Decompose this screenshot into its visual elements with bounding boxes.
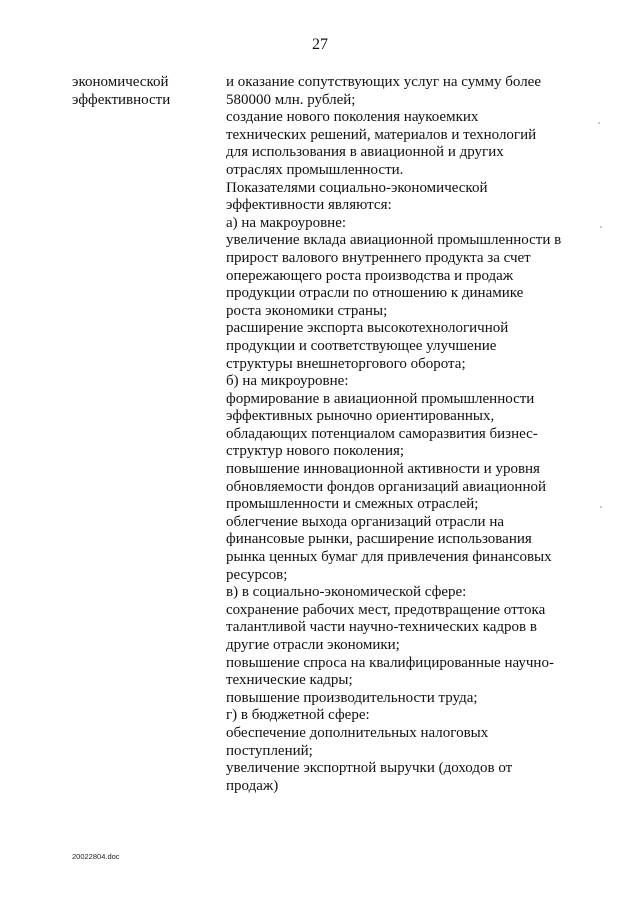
body-line: продукции и соответствующее улучшение: [226, 337, 497, 354]
body-line: отраслях промышленности.: [226, 161, 404, 178]
body-line: расширение экспорта высокотехнологичной: [226, 320, 509, 337]
body-line: эффективных рыночно ориентированных,: [226, 408, 495, 425]
body-line: роста экономики страны;: [226, 302, 388, 319]
body-line: эффективности являются:: [226, 197, 392, 214]
left-label-line: эффективности: [72, 91, 171, 108]
body-line: продукции отрасли по отношению к динамике: [226, 285, 524, 302]
body-line: и оказание сопутствующих услуг на сумму более: [226, 74, 541, 90]
body-line: ресурсов;: [226, 566, 288, 583]
body-line: поступлений;: [226, 742, 313, 759]
body-line: 580000 млн. рублей;: [226, 91, 356, 108]
body-line: повышение инновационной активности и уровня: [226, 461, 540, 478]
body-line: повышение спроса на квалифицированные научно-: [226, 654, 554, 671]
body-line: увеличение вклада авиационной промышленности в: [226, 232, 562, 249]
body-text: [226, 74, 561, 795]
body-line: структур нового поколения;: [226, 443, 405, 460]
body-line: прирост валового внутреннего продукта за счет: [226, 249, 531, 266]
body-line: Показателями социально-экономической: [226, 179, 488, 196]
body-line: формирование в авиационной промышленности: [226, 390, 535, 407]
body-line: облегчение выхода организаций отрасли на: [226, 513, 504, 530]
body-line: обеспечение дополнительных налоговых: [226, 724, 489, 741]
scan-speck: [598, 122, 600, 124]
left-label: [72, 74, 170, 109]
scan-speck: [600, 226, 602, 228]
body-line: технические кадры;: [226, 672, 353, 689]
body-line: повышение производительности труда;: [226, 689, 478, 706]
body-line: в) в социально-экономической сфере:: [226, 584, 467, 601]
body-line: структуры внешнеторгового оборота;: [226, 355, 466, 372]
body-line: финансовые рынки, расширение использования: [226, 531, 532, 548]
body-line: увеличение экспортной выручки (доходов от: [226, 760, 513, 777]
body-line: для использования в авиационной и других: [226, 144, 504, 161]
left-label-line: экономической: [72, 74, 169, 90]
body-line: промышленности и смежных отраслей;: [226, 496, 479, 513]
body-line: сохранение рабочих мест, предотвращение оттока: [226, 601, 546, 618]
body-line: другие отрасли экономики;: [226, 637, 400, 653]
scan-speck: [600, 506, 602, 508]
body-line: технических решений, материалов и технологий: [226, 126, 537, 143]
body-line: обладающих потенциалом саморазвития бизнес-: [226, 425, 538, 442]
body-line: опережающего роста производства и продаж: [226, 267, 514, 284]
body-line: рынка ценных бумаг для привлечения финансовых: [226, 549, 552, 566]
body-line: продаж): [226, 777, 279, 794]
body-line: а) на макроуровне:: [226, 214, 347, 231]
body-line: создание нового поколения наукоемких: [226, 109, 479, 126]
body-line: г) в бюджетной сфере:: [226, 707, 370, 724]
body-line: талантливой части научно-технических кадров в: [226, 619, 537, 636]
page-number: 27: [312, 36, 328, 53]
body-line: обновляемости фондов организаций авиационной: [226, 478, 546, 495]
body-line: б) на микроуровне:: [226, 373, 349, 390]
footer-filename: 20022804.doc: [72, 852, 120, 861]
